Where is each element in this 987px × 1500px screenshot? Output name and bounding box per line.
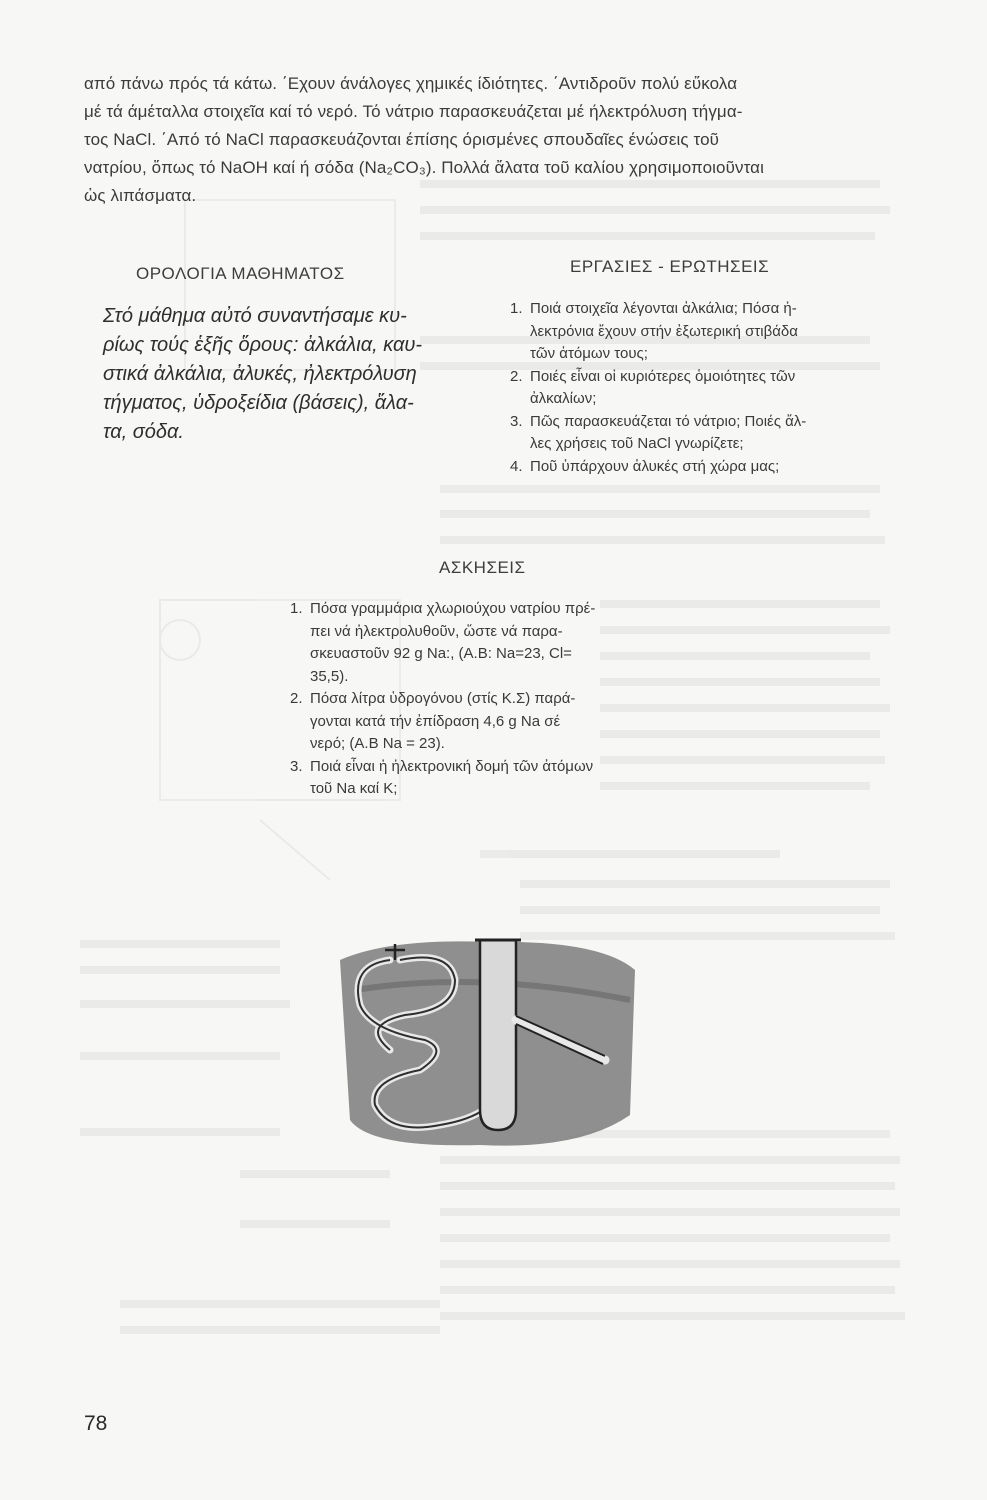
exercise-line: 35,5). bbox=[310, 667, 349, 685]
question-line: Ποιές εἶναι οἱ κυριότερες ὁμοιότητες τῶν bbox=[530, 367, 796, 385]
exercise-line: τοῦ Na καί K; bbox=[310, 780, 398, 797]
exercise-number: 3. bbox=[290, 757, 303, 775]
glossary-line: τήγματος, ὑδροξείδια (βάσεις), ἅλα- bbox=[103, 392, 414, 414]
question-line: Πῶς παρασκευάζεται τό νάτριο; Ποιές ἄλ- bbox=[530, 412, 807, 430]
exercise-item bbox=[290, 756, 670, 801]
exercise-line: γονται κατά τήν ἐπίδραση 4,6 g Na σέ bbox=[310, 712, 561, 730]
glossary-line: Στό μάθημα αὐτό συναντήσαμε κυ- bbox=[103, 305, 407, 327]
question-line: λες χρήσεις τοῦ NaCl γνωρίζετε; bbox=[530, 435, 744, 452]
question-item bbox=[510, 366, 885, 411]
intro-line: από πάνω πρός τά κάτω. ΄Εχουν άνάλογες χημικές ίδιότητες. ΄Αντιδροῦν πολύ εὔκολα bbox=[84, 74, 738, 93]
question-line: λεκτρόνια ἔχουν στήν ἐξωτερική στιβάδα bbox=[530, 322, 798, 340]
intro-line: ὡς λιπάσματα. bbox=[84, 186, 197, 205]
test-tube bbox=[475, 940, 521, 1130]
question-number: 3. bbox=[510, 412, 523, 430]
exercise-line: Ποιά εἶναι ἡ ἠλεκτρονική δομή τῶν ἀτόμων bbox=[310, 757, 594, 775]
exercises-heading: ΑΣΚΗΣΕΙΣ bbox=[439, 558, 526, 577]
exercises-list bbox=[290, 598, 670, 801]
exercise-line: Πόσα λίτρα ὑδρογόνου (στίς Κ.Σ) παρά- bbox=[310, 690, 576, 707]
intro-line: μέ τά άμέταλλα στοιχεῖα καί τό νερό. Τό νάτριο παρασκευάζεται μέ ήλεκτρόλυση τήγμα- bbox=[84, 102, 743, 121]
question-line: ἀλκαλίων; bbox=[530, 390, 597, 407]
question-line: Ποῦ ὑπάρχουν ἀλυκές στή χώρα μας; bbox=[530, 457, 780, 475]
question-line: τῶν ἀτόμων τους; bbox=[530, 345, 648, 362]
exercise-line: νερό; (A.B Na = 23). bbox=[310, 735, 445, 752]
lab-apparatus-illustration bbox=[330, 930, 650, 1160]
glossary-line: στικά ἀλκάλια, ἀλυκές, ἠλεκτρόλυση bbox=[103, 363, 417, 385]
exercise-line: σκευαστοῦν 92 g Na:, (A.B: Na=23, Cl= bbox=[310, 645, 572, 662]
page-number: 78 bbox=[84, 1412, 108, 1435]
glossary-heading: ΟΡΟΛΟΓΙΑ ΜΑΘΗΜΑΤΟΣ bbox=[136, 264, 345, 283]
questions-heading: ΕΡΓΑΣΙΕΣ - ΕΡΩΤΗΣΕΙΣ bbox=[570, 257, 770, 276]
questions-list bbox=[510, 298, 885, 478]
question-item bbox=[510, 298, 885, 366]
question-line: Ποιά στοιχεῖα λέγονται ἀλκάλια; Πόσα ἠ- bbox=[530, 300, 797, 317]
question-number: 2. bbox=[510, 367, 523, 385]
intro-line: τος NaCl. ΄Από τό NaCl παρασκευάζονται έπίσης όρισμένες σπουδαῖες ένώσεις τοῦ bbox=[84, 130, 720, 149]
question-item bbox=[510, 456, 885, 479]
exercise-number: 1. bbox=[290, 600, 303, 617]
question-number: 4. bbox=[510, 457, 523, 475]
question-item bbox=[510, 411, 885, 456]
exercise-line: πει νά ἠλεκτρολυθοῦν, ὥστε νά παρα- bbox=[310, 622, 563, 640]
glossary-line: ρίως τούς ἑξῆς ὅρους: ἀλκάλια, καυ- bbox=[103, 334, 423, 356]
exercise-item bbox=[290, 688, 670, 756]
intro-paragraph bbox=[84, 70, 866, 210]
exercise-item bbox=[290, 598, 670, 688]
exercise-line: Πόσα γραμμάρια χλωριούχου νατρίου πρέ- bbox=[310, 600, 596, 617]
glossary-line: τα, σόδα. bbox=[103, 421, 184, 443]
exercise-number: 2. bbox=[290, 690, 303, 707]
intro-line: νατρίου, ὅπως τό NaOH καί ή σόδα (Na₂CO₃). Πολλά ἄλατα τοῦ καλίου χρησιμοποιοῦνται bbox=[84, 158, 764, 177]
glossary-terms bbox=[103, 302, 463, 447]
question-number: 1. bbox=[510, 300, 523, 317]
